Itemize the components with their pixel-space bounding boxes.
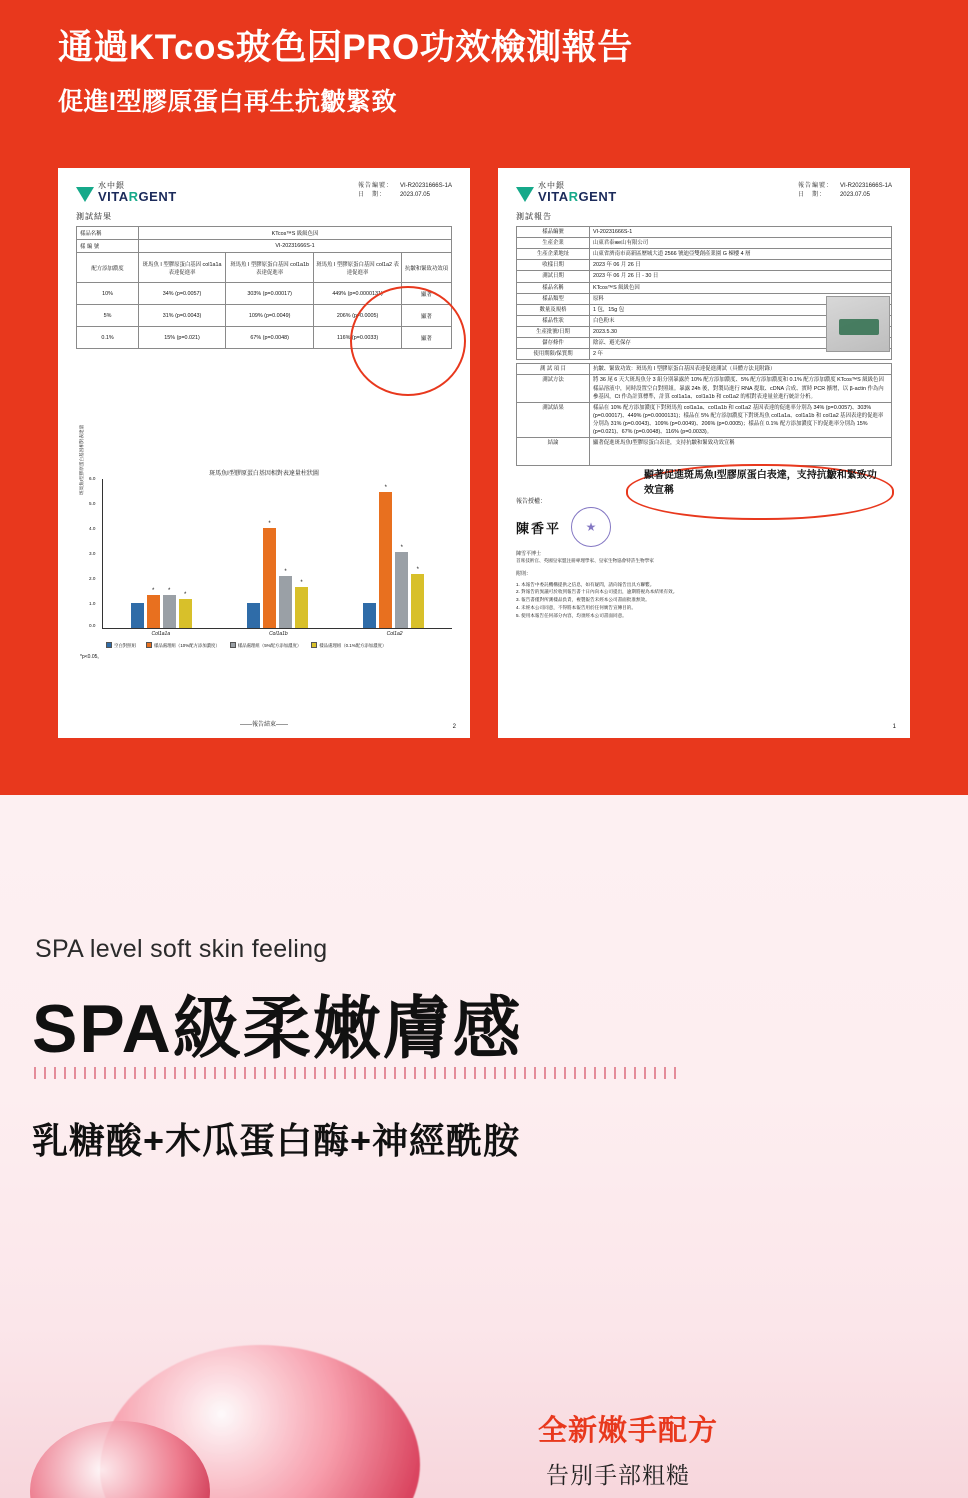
spa-main-title: SPA級柔嫩膚感 — [32, 991, 523, 1067]
chart-bar — [131, 603, 144, 628]
doc-left-header — [76, 182, 452, 203]
logo-en-left — [98, 190, 177, 203]
xlabel-1: Col1a1b — [269, 631, 288, 637]
formula-title: 全新嫩手配方 — [538, 1415, 719, 1447]
legend-item — [311, 642, 386, 649]
doc-right-page-number: 1 — [892, 724, 896, 730]
doc-field-row — [516, 226, 892, 238]
conclusion-label: 結論 — [516, 438, 590, 466]
cell-0-1: 34% (p=0.0057) — [139, 283, 226, 305]
xlabel-2: Col1a2 — [386, 631, 403, 637]
cell-0-2: 303% (p=0.00017) — [226, 283, 314, 305]
legend-label: 樣品處理組（0.1%配方添加濃度） — [319, 643, 387, 648]
doc-field-label: 樣品類型 — [516, 294, 590, 305]
spa-english-title: SPA level soft skin feeling — [35, 935, 328, 963]
doc-right-section-title: 測試報告 — [516, 212, 552, 221]
doc-field-value: 2023.5.30 — [590, 327, 892, 338]
ytick-3: 3.0 — [89, 551, 96, 556]
doc-left-section-title: 測試結果 — [76, 212, 112, 221]
chart-bar — [379, 484, 392, 628]
official-stamp-icon — [571, 507, 611, 547]
logo-en-b-right: GENT — [578, 189, 617, 204]
vitargent-logo — [76, 182, 177, 203]
ytick-1: 1.0 — [89, 601, 96, 606]
sample-no-value: VI-20231666S-1 — [139, 240, 452, 253]
formula-section — [0, 1325, 968, 1498]
doc-right-date: 2023.07.05 — [839, 192, 870, 199]
cell-0-0: 10% — [77, 283, 139, 305]
cell-2-3: 116% (p=0.0033) — [314, 327, 402, 349]
ytick-6: 6.0 — [89, 476, 96, 481]
doc-field-value: 山東君泰же山有限公司 — [590, 238, 892, 249]
highlight-ellipse-left — [350, 286, 466, 396]
significance-star: * — [384, 484, 387, 491]
signature-caption: 陳雪平博士 — [516, 551, 542, 558]
logo-en-a-right: VITA — [538, 189, 569, 204]
doc-field-row — [516, 283, 892, 294]
doc-field-row — [516, 260, 892, 271]
doc-left-reportno-label: 報告編號： — [357, 183, 393, 189]
legend-item — [106, 642, 136, 649]
sample-name-label: 樣品名稱 — [77, 227, 139, 240]
significance-star: * — [151, 587, 155, 594]
collagen-bar-chart — [76, 424, 452, 678]
notes-list — [516, 581, 892, 620]
xlabel-0: Col1a1a — [151, 631, 171, 637]
report-documents — [58, 168, 910, 738]
banner-text-group — [0, 0, 968, 118]
cell-2-1: 15% (p=0.021) — [139, 327, 226, 349]
chart-bar — [179, 592, 192, 628]
sample-no-label: 樣 編 號 — [77, 240, 139, 253]
legend-label: 空白對照組 — [114, 643, 136, 648]
logo-en-b: GENT — [138, 189, 177, 204]
legend-label: 樣品處理組（10%配方添加濃度） — [153, 643, 220, 648]
chart-bar — [247, 603, 260, 628]
note-item: 3. 報告書僅對所測樣品負責，複製報告未經本公司書面批准無效。 — [516, 597, 650, 603]
doc-right-reportno: VI-R20231666S-1A — [839, 183, 892, 189]
logo-cn-right: 水中銀 — [538, 181, 565, 190]
logo-triangle-icon-right — [516, 187, 534, 202]
test-item-label: 測 試 項 目 — [516, 363, 590, 375]
doc-right-date-label: 日 期： — [797, 192, 826, 199]
logo-triangle-icon — [76, 187, 94, 202]
col-header-1: 斑馬魚 I 型膠原蛋白基因 col1a1a 表達促進率 — [139, 253, 226, 283]
doc-field-label: 儲存條件 — [516, 338, 590, 349]
grant-label: 報告授權： — [516, 499, 547, 506]
significance-star: * — [183, 592, 187, 599]
doc-field-label: 數量及規格 — [516, 305, 590, 316]
chart-x-labels — [102, 631, 452, 637]
decorative-dashed-rule — [34, 1067, 684, 1079]
banner-subtitle: 促進I型膠原蛋白再生抗皺緊致 — [58, 88, 397, 117]
formula-subtitle: 告別手部粗糙 — [546, 1462, 690, 1488]
signature-name: 陳香平 — [516, 520, 562, 536]
doc-field-value: VI-20231666S-1 — [590, 226, 892, 238]
logo-en-g-right: R — [568, 189, 579, 204]
doc-field-label: 生產企業地址 — [516, 249, 590, 260]
ytick-4: 4.0 — [89, 526, 96, 531]
conclusion-value: 顯著促進斑馬魚I型膠原蛋白表達，支持抗皺和緊致功效宣稱 — [590, 438, 892, 466]
note-item: 5. 使用本報告任何部分內容，均須經本公司書面同意。 — [516, 612, 627, 618]
chart-group-Col1a1b — [247, 479, 308, 628]
report-page-left — [58, 168, 470, 738]
chart-ylabel: 斑馬魚I型膠原蛋白基因相對表達量 — [79, 424, 84, 495]
ytick-5: 5.0 — [89, 501, 96, 506]
doc-field-value: 陰涼、避光保存 — [590, 338, 892, 349]
significance-star: * — [284, 569, 287, 576]
doc-field-value: 2 年 — [590, 349, 892, 360]
doc-field-label: 測試日期 — [516, 271, 590, 282]
legend-item — [230, 642, 301, 649]
col-header-4: 抗皺和緊致功效項 — [402, 253, 452, 283]
ytick-0: 0.0 — [89, 623, 96, 628]
doc-field-value: 2023 年 06 月 26 日 — [590, 260, 892, 271]
doc-field-label: 收樣日期 — [516, 260, 590, 271]
cell-2-0: 0.1% — [77, 327, 139, 349]
test-result-value: 樣品在 10% 配方添加濃度下對斑馬魚 col1a1a、col1a1b 和 col1a2 基因表達的促進率分別為 34% (p=0.0057)、303% (p=0.00017)、449% (p=0.0000131)；樣品在 5% 配方添加濃度下對斑馬魚 col1a1a、col1a1b 和 col1a2 基因表達的促進率分別為 31% (p=0.0043)、109% (p=0.0049)、206% (p=0.0005)；樣品在 0.1% 配方添加濃度下的促進率分別為 15% (p=0.021)、67% (p=0.0048)、116% (p=0.0033)。 — [590, 403, 892, 438]
doc-left-meta — [358, 182, 452, 201]
cell-1-3: 206% (p=0.0005) — [314, 305, 402, 327]
cell-0-4: 顯著 — [402, 283, 452, 305]
test-method-row — [516, 375, 892, 402]
spa-ingredients: 乳糖酸+木瓜蛋白酶+神經酰胺 — [32, 1120, 521, 1161]
doc-field-value: 白色粉末 — [590, 316, 892, 327]
doc-right-notes — [516, 570, 892, 619]
note-item: 2. 對報告的異議可於收到報告書十日內向本公司提出，逾期將視為本結果有效。 — [516, 589, 678, 595]
cell-1-0: 5% — [77, 305, 139, 327]
vitargent-logo-right — [516, 182, 617, 203]
chart-bar — [395, 545, 408, 628]
chart-bar — [363, 603, 376, 628]
doc-left-footer: ——報告結束—— — [239, 722, 288, 728]
chart-bar — [163, 588, 176, 628]
spa-section — [0, 795, 968, 1325]
doc-field-row — [516, 249, 892, 260]
sample-photo — [826, 296, 890, 352]
test-result-label: 測試結果 — [516, 403, 590, 438]
logo-en-right — [538, 190, 617, 203]
doc-field-value: 山東省濟南市高新區歷城大道 2566 號迪亞雙創產業園 G 棟樓 4 層 — [590, 249, 892, 260]
doc-field-label: 樣品性狀 — [516, 316, 590, 327]
chart-pvalue-note: *p<0.05。 — [80, 654, 103, 660]
cell-1-1: 31% (p=0.0043) — [139, 305, 226, 327]
conclusion-annotation — [644, 468, 884, 498]
cell-0-3: 449% (p=0.0000131) — [314, 283, 402, 305]
chart-bar-groups — [103, 479, 452, 628]
significance-star: * — [268, 520, 271, 527]
report-page-right — [498, 168, 910, 738]
col-header-0: 配方添加濃度 — [77, 253, 139, 283]
doc-left-reportno: VI-R20231666S-1A — [399, 183, 452, 189]
signature-title: 首席技術官、英國皇家盟注冊專理學家、皇家生物協會特許生物學家 — [516, 558, 654, 564]
doc-field-label: 使用期限/保質期 — [516, 349, 590, 360]
legend-item — [146, 642, 220, 649]
doc-right-header — [516, 182, 892, 203]
ytick-2: 2.0 — [89, 576, 96, 581]
cell-1-4: 顯著 — [402, 305, 452, 327]
doc-right-reportno-label: 報告編號： — [797, 183, 833, 189]
chart-bar — [147, 587, 160, 628]
table-row — [77, 240, 452, 253]
conclusion-annotation-text: 顯著促進斑馬魚I型膠原蛋白表達，支持抗皺和緊致功效宣稱 — [644, 470, 877, 496]
doc-field-value: 2023 年 06 月 26 日 - 30 日 — [590, 271, 892, 282]
doc-field-row — [516, 271, 892, 282]
logo-en-g: R — [128, 189, 139, 204]
cell-2-4: 顯著 — [402, 327, 452, 349]
chart-bar — [411, 567, 424, 628]
logo-cn-left: 水中銀 — [98, 181, 125, 190]
doc-left-date: 2023.07.05 — [399, 192, 430, 199]
cell-1-2: 109% (p=0.0049) — [226, 305, 314, 327]
test-item-row — [516, 363, 892, 375]
note-item: 1. 本報告中委託機構提供之信息，如有疑問，請向報告出具方聯繫。 — [516, 581, 655, 587]
doc-field-value: KTcos™S 級級色因 — [590, 283, 892, 294]
doc-field-row — [516, 238, 892, 249]
table-header-row — [77, 253, 452, 283]
significance-star: * — [300, 579, 303, 586]
table-row — [77, 227, 452, 240]
test-result-row — [516, 403, 892, 438]
chart-title: 斑馬魚I型膠原蛋白基因相對表達量柱狀圖 — [209, 471, 319, 477]
col-header-2: 斑馬魚 I 型膠原蛋白基因 col1a1b 表達促進率 — [226, 253, 314, 283]
significance-star: * — [167, 588, 171, 595]
doc-field-label: 生產企業 — [516, 238, 590, 249]
banner-title: 通過KTcos玻色因PRO功效檢測報告 — [58, 28, 633, 67]
chart-legend — [106, 642, 452, 649]
chart-bar — [295, 579, 308, 628]
chart-bar — [279, 569, 292, 628]
logo-en-a: VITA — [98, 189, 129, 204]
significance-star: * — [416, 567, 419, 574]
chart-group-Col1a1a — [131, 479, 192, 628]
doc-field-value: 1 包，15g 包 — [590, 305, 892, 316]
doc-right-meta — [798, 182, 892, 201]
col-header-3: 斑馬魚 I 型膠原蛋白基因 col1a2 表達促進率 — [314, 253, 402, 283]
test-item-value: 抗皺、緊致功效：斑馬魚 I 型膠原蛋白基因表達促進測試（具體方法見附錄） — [590, 363, 892, 375]
chart-group-Col1a2 — [363, 479, 424, 628]
doc-field-label: 生產批號/日期 — [516, 327, 590, 338]
chart-bar — [263, 520, 276, 628]
conclusion-row — [516, 438, 892, 466]
significance-star: * — [400, 545, 403, 552]
sample-name-value: KTcos™S 級級色因 — [139, 227, 452, 240]
cell-2-2: 67% (p=0.0048) — [226, 327, 314, 349]
doc-left-date-label: 日 期： — [357, 192, 386, 199]
test-method-value: 將 36 尾 6 天大斑馬魚分 3 組分別暴露於 10% 配方添加濃度、5% 配方添加濃度和 0.1% 配方添加濃度 KTcos™S 級級色因樣品溶液中，同時設置空白對照組。暴露 24h 後，對製局進行 RNA 提取、cDNA 合成、實時 PCR 擴增，以 β-actin 作為內參基因，Ct 作為計算標準，計算 col1a1a、col1a1b 和 col1a2 的相對表達量並進行統計分析。 — [590, 375, 892, 402]
notes-head: 附則： — [516, 571, 532, 578]
note-item: 4. 未經本公司同意，不得將本報告用於任何廣告宣傳目的。 — [516, 605, 636, 611]
doc-field-label: 樣品名稱 — [516, 283, 590, 294]
doc-field-label: 樣品編號 — [516, 226, 590, 238]
doc-field-value: 原料 — [590, 294, 892, 305]
test-method-label: 測試方法 — [516, 375, 590, 402]
legend-label: 樣品處理組（5%配方添加濃度） — [237, 643, 302, 648]
doc-left-page-number: 2 — [452, 724, 456, 730]
